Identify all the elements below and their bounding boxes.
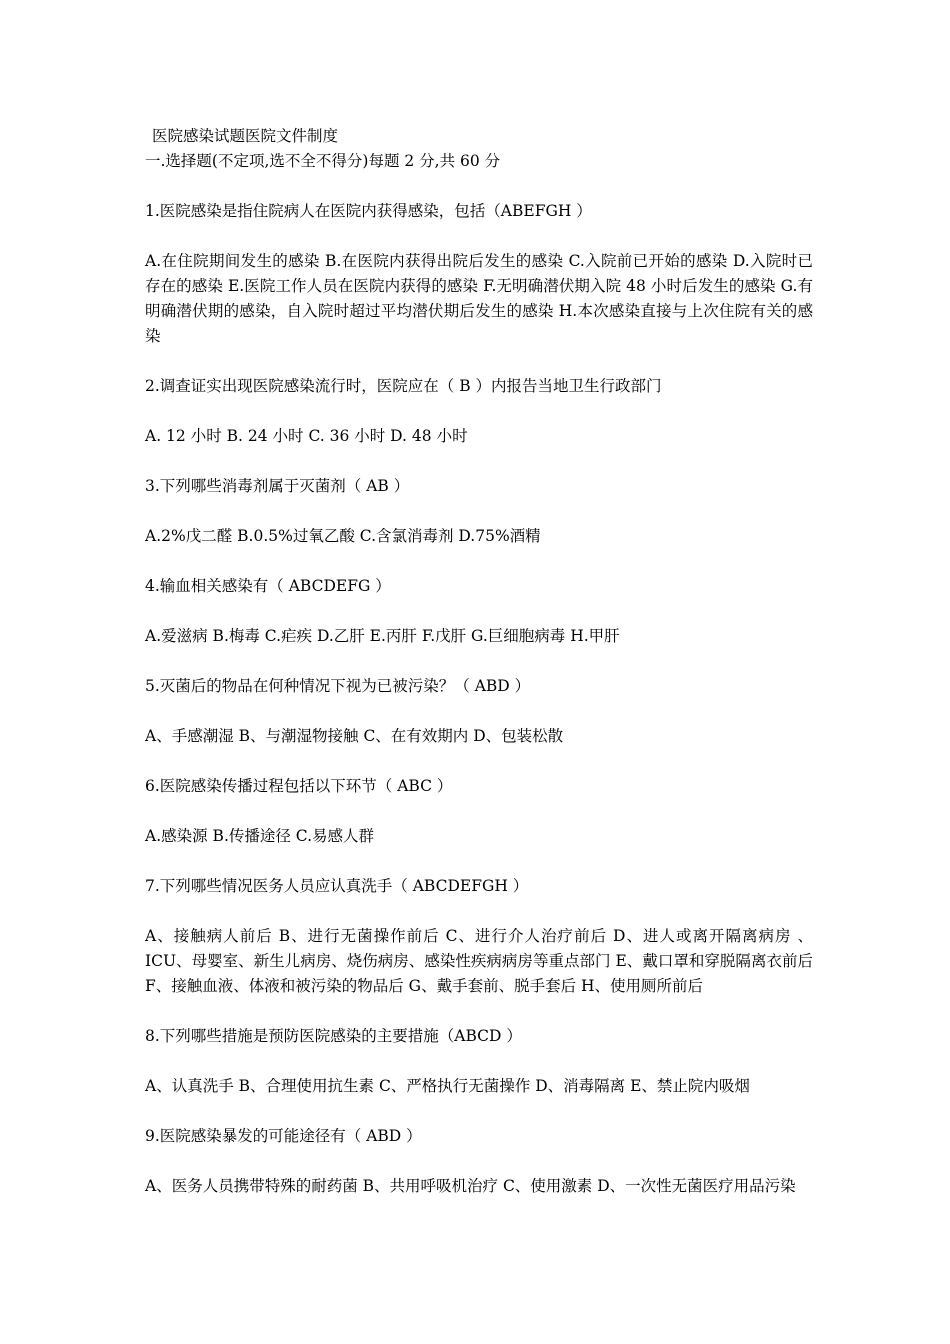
- question-text: 7.下列哪些情况医务人员应认真洗手（ ABCDEFGH ）: [145, 877, 529, 895]
- question-options: A.感染源 B.传播途径 C.易感人群: [145, 827, 375, 845]
- question-text: 3.下列哪些消毒剂属于灭菌剂（ AB ）: [145, 477, 410, 495]
- question-6: [145, 774, 813, 849]
- question-2: [145, 374, 813, 449]
- question-text: 8.下列哪些措施是预防医院感染的主要措施（ABCD ）: [145, 1027, 522, 1045]
- question-7: [145, 874, 813, 999]
- question-options: A.在住院期间发生的感染 B.在医院内获得出院后发生的感染 C.入院前已开始的感染 D.入院时已存在的感染 E.医院工作人员在医院内获得的感染 F.无明确潜伏期入院 48 小时后发生的感染 G.有明确潜伏期的感染，自入院时超过平均潜伏期后发生的感染 H.本次感染直接与上次住院有关的感染: [145, 252, 813, 345]
- question-text: 5.灭菌后的物品在何种情况下视为已被污染？（ ABD ）: [145, 677, 531, 695]
- question-1: [145, 199, 813, 349]
- question-8: [145, 1024, 813, 1099]
- question-options: A.2%戊二醛 B.0.5%过氧乙酸 C.含氯消毒剂 D.75%酒精: [145, 527, 541, 545]
- question-text: 2.调查证实出现医院感染流行时，医院应在（ B ）内报告当地卫生行政部门: [145, 377, 662, 395]
- question-options: A、接触病人前后 B、进行无菌操作前后 C、进行介人治疗前后 D、进人或离开隔离病房 、ICU、母婴室、新生儿病房、烧伤病房、感染性疾病病房等重点部门 E、戴口罩和穿脱隔离衣前后 F、接触血液、体液和被污染的物品后 G、戴手套前、脱手套后 H、使用厕所前后: [145, 927, 813, 995]
- document-title: 医院感染试题医院文件制度: [152, 127, 339, 145]
- question-options: A、手感潮湿 B、与潮湿物接触 C、在有效期内 D、包装松散: [145, 727, 564, 745]
- question-text: 4.输血相关感染有（ ABCDEFG ）: [145, 577, 391, 595]
- question-text: 9.医院感染暴发的可能途径有（ ABD ）: [145, 1127, 422, 1145]
- question-5: [145, 674, 813, 749]
- question-options: A. 12 小时 B. 24 小时 C. 36 小时 D. 48 小时: [145, 427, 468, 445]
- question-9: [145, 1124, 813, 1199]
- question-text: 1.医院感染是指住院病人在医院内获得感染，包括（ABEFGH ）: [145, 202, 592, 220]
- document-body: [145, 124, 813, 1224]
- question-3: [145, 474, 813, 549]
- question-options: A.爱滋病 B.梅毒 C.疟疾 D.乙肝 E.丙肝 F.戊肝 G.巨细胞病毒 H.甲肝: [145, 627, 620, 645]
- question-options: A、认真洗手 B、合理使用抗生素 C、严格执行无菌操作 D、消毒隔离 E、禁止院内吸烟: [145, 1077, 750, 1095]
- question-options: A、医务人员携带特殊的耐药菌 B、共用呼吸机治疗 C、使用激素 D、一次性无菌医疗用品污染: [145, 1177, 796, 1195]
- question-text: 6.医院感染传播过程包括以下环节（ ABC ）: [145, 777, 453, 795]
- question-4: [145, 574, 813, 649]
- section-heading: 一.选择题(不定项,选不全不得分)每题 2 分,共 60 分: [145, 152, 501, 170]
